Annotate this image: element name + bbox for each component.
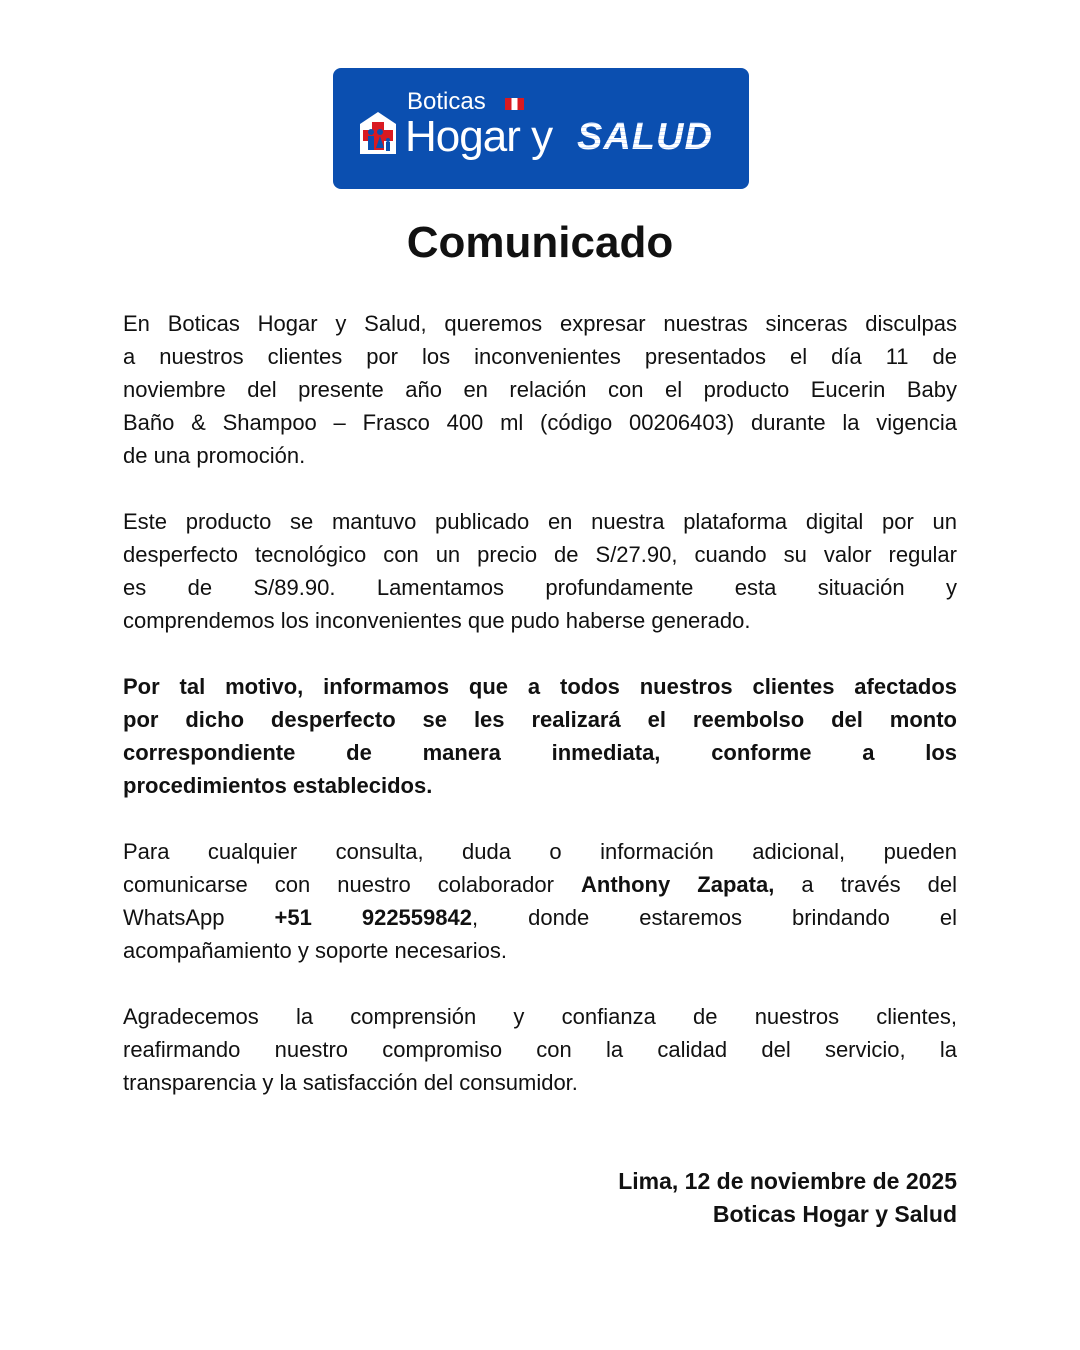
text: reafirmando nuestro compromiso con la calidad del servicio, la	[123, 1037, 957, 1062]
text-line	[123, 571, 957, 604]
text: WhatsApp	[123, 905, 275, 930]
text-line	[123, 1000, 957, 1033]
bold-text: por dicho desperfecto se les realizará el reembolso del monto	[123, 707, 957, 732]
peru-flag-icon	[505, 98, 524, 110]
bold-text: procedimientos establecidos.	[123, 773, 433, 798]
paragraph	[123, 835, 957, 967]
text-line	[123, 835, 957, 868]
paragraph	[123, 670, 957, 802]
text: a través del	[774, 872, 957, 897]
bold-text: Anthony Zapata,	[581, 872, 775, 897]
text-line	[123, 373, 957, 406]
text-line	[123, 868, 957, 901]
text-line	[123, 736, 957, 769]
text-line	[123, 439, 957, 472]
text: noviembre del presente año en relación con el producto Eucerin Baby	[123, 377, 957, 402]
text-line	[123, 505, 957, 538]
text-line	[123, 703, 957, 736]
text-line	[123, 538, 957, 571]
place-date: Lima, 12 de noviembre de 2025	[618, 1168, 957, 1194]
text-line	[123, 406, 957, 439]
text: comprendemos los inconvenientes que pudo haberse generado.	[123, 608, 751, 633]
text-line	[123, 1033, 957, 1066]
text: comunicarse con nuestro colaborador	[123, 872, 582, 897]
bold-text: correspondiente de manera inmediata, conforme a los	[123, 740, 957, 765]
paragraph	[123, 505, 957, 637]
text: es de S/89.90. Lamentamos profundamente esta situación y	[123, 575, 957, 600]
text-line	[123, 307, 957, 340]
logo-boticas: Boticas	[407, 88, 486, 115]
text-line	[123, 934, 957, 967]
text: desperfecto tecnológico con un precio de S/27.90, cuando su valor regular	[123, 542, 957, 567]
text-line	[123, 604, 957, 637]
text: Este producto se mantuvo publicado en nuestra plataforma digital por un	[123, 509, 957, 534]
paragraph	[123, 307, 957, 472]
text: , donde estaremos brindando el	[471, 905, 957, 930]
house-cross-icon	[358, 110, 398, 156]
paragraph	[123, 1000, 957, 1099]
text: Para cualquier consulta, duda o información adicional, pueden	[123, 839, 957, 864]
text: a nuestros clientes por los inconvenientes presentados el día 11 de	[123, 344, 957, 369]
text: Baño & Shampoo – Frasco 400 ml (código 00206403) durante la vigencia	[123, 410, 957, 435]
logo-hogar: Hogar y	[405, 112, 553, 161]
signature	[618, 1165, 957, 1231]
text: de una promoción.	[123, 443, 306, 468]
logo-salud: SALUD	[577, 116, 713, 158]
text-line	[123, 901, 957, 934]
bold-text: Por tal motivo, informamos que a todos nuestros clientes afectados	[123, 674, 957, 699]
text: Agradecemos la comprensión y confianza de nuestros clientes,	[123, 1004, 957, 1029]
text-line	[123, 340, 957, 373]
statement-body	[123, 307, 957, 1132]
text-line	[123, 1066, 957, 1099]
page-title: Comunicado	[406, 218, 674, 267]
bold-text: +51 922559842	[274, 905, 472, 930]
text: acompañamiento y soporte necesarios.	[123, 938, 507, 963]
text: En Boticas Hogar y Salud, queremos expresar nuestras sinceras disculpas	[123, 311, 957, 336]
company-name: Boticas Hogar y Salud	[712, 1201, 957, 1227]
text-line	[123, 769, 957, 802]
brand-logo	[333, 68, 749, 189]
text: transparencia y la satisfacción del consumidor.	[123, 1070, 578, 1095]
text-line	[123, 670, 957, 703]
